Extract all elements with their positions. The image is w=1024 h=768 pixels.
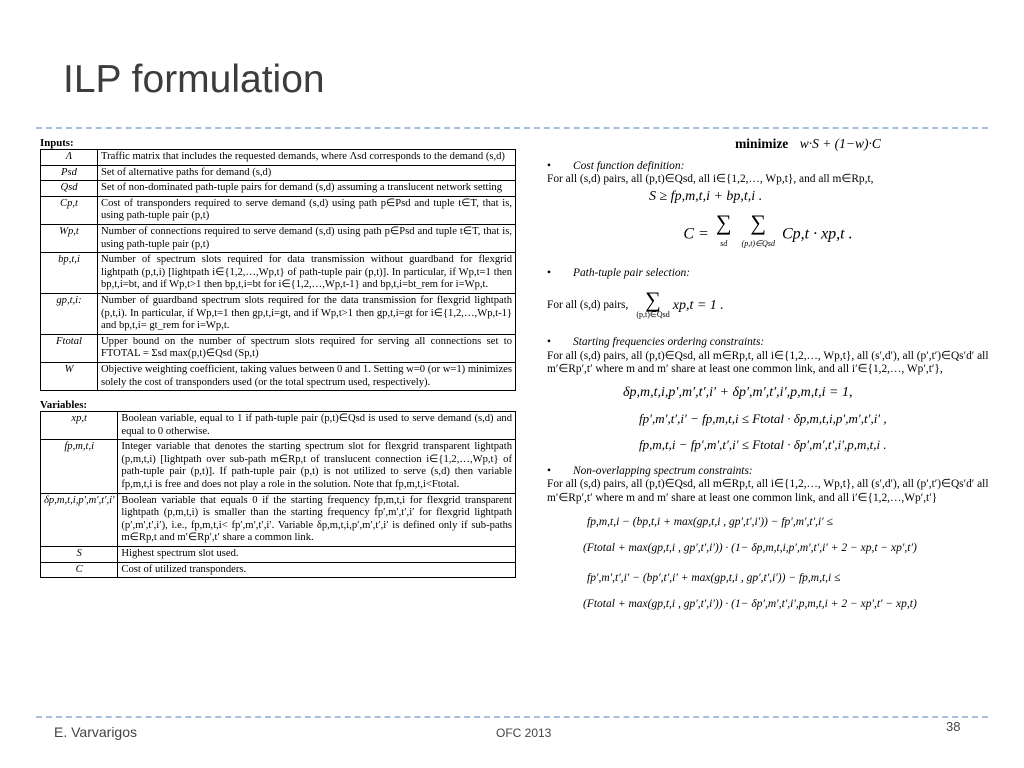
variables-symbol: xp,t [41,412,118,440]
inputs-symbol: Λ [41,150,98,166]
cost-heading: • Cost function definition: [547,160,989,174]
inputs-symbol: Cp,t [41,196,98,224]
inputs-description: Traffic matrix that includes the requested demands, where Λsd corresponds to the demand (s,d) [98,150,516,166]
start-text: For all (s,d) pairs, all (p,t)∈Qsd, all m∈Rp,t, all i∈{1,2,…, Wp,t}, all (s′,d′), all (p′,t′)∈Qs′d′ all m′∈Rp′,t′ where m and m′ share at least one common link, and all i′∈{1,2,…, Wp′,t′}, [547,349,989,376]
variables-description: Cost of utilized transponders. [118,562,516,578]
page-number: 38 [946,719,961,734]
path-eq: For all (s,d) pairs, ∑ (p,t)∈Qsd xp,t = 1 . [547,287,724,320]
footer-conference: OFC 2013 [496,726,552,740]
start-heading: • Starting frequencies ordering constraints: [547,336,989,350]
formulation-panel [547,134,989,614]
variables-row [41,493,516,546]
cost-eq-1: S ≥ fp,m,t,i + bp,t,i . [649,188,763,204]
inputs-row [41,150,516,166]
start-eq-1: δp,m,t,i,p′,m′,t′,i′ + δp′,m′,t′,i′,p,m,t,i = 1, [623,384,853,400]
footer-author: E. Varvarigos [54,724,137,740]
bottom-divider [36,716,988,718]
variables-description: Integer variable that denotes the starting spectrum slot for flexgrid transparent lightpath (p,m,t,i) [lightpath over sub-path m∈Rp,t of translucent connection i∈{1,2,…,Wp,t} of path-tuple pair (p,t)]. If path-tuple pair (p,t) is not utilized to serve (s,d) then variable fp,m,t,i is free and does not play a role in the solution. Note that fp,m,t,i<Ftotal. [118,440,516,493]
objective [627,137,989,151]
definitions-panel [40,137,516,578]
variables-description: Boolean variable, equal to 1 if path-tuple pair (p,t)∈Qsd is used to serve demand (s,d) and equal to 0 otherwise. [118,412,516,440]
inputs-row [41,165,516,181]
variables-row [41,562,516,578]
variables-row [41,412,516,440]
inputs-description: Number of spectrum slots required for data transmission without guardband for flexgrid lightpath (p,t,i) [lightpath i∈{1,2,…,Wp,t} of path-tuple pair (p,t)]. In particular, if Wp,t=1 then bp,t,i=bt, and if Wp,t>1 then bp,t,i=bt for i∈{1,2,…,Wp,t-1} and bp,t,i=bt_rem for i=Wp,t. [98,253,516,294]
variables-symbol: C [41,562,118,578]
overlap-eq-1b: (Ftotal + max(gp,t,i , gp′,t′,i′)) · (1− δp,m,t,i,p′,m′,t′,i′ + 2 − xp,t − xp′,t′) [583,541,917,554]
inputs-row [41,253,516,294]
path-text: For all (s,d) pairs, [547,299,629,312]
inputs-description: Upper bound on the number of spectrum slots required for serving all connections set to FTOTAL = Σsd max(p,t)∈Qsd (Sp,t) [98,334,516,362]
inputs-row [41,224,516,252]
inputs-row [41,334,516,362]
variables-description: Highest spectrum slot used. [118,547,516,563]
overlap-eq-1a: fp,m,t,i − (bp,t,i + max(gp,t,i , gp′,t′,i′)) − fp′,m′,t′,i′ ≤ [587,515,833,528]
variables-label: Variables: [40,399,87,412]
start-eq-3: fp,m,t,i − fp′,m′,t′,i′ ≤ Ftotal · δp′,m′,t′,i′,p,m,t,i . [639,436,887,452]
inputs-description: Objective weighting coefficient, taking values between 0 and 1. Setting w=0 (or w=1) minimizes solely the cost of transponders used (or the total spectrum used, respectively). [98,362,516,390]
inputs-table [40,149,516,391]
inputs-label: Inputs: [40,137,74,149]
inputs-row [41,181,516,197]
objective-expression: w·S + (1−w)·C [799,136,881,151]
top-divider [36,127,988,129]
path-heading: • Path-tuple pair selection: [547,267,989,281]
inputs-symbol: W [41,362,98,390]
variables-row [41,547,516,563]
inputs-symbol: Qsd [41,181,98,197]
objective-keyword: minimize [735,136,789,151]
slide-title: ILP formulation [63,58,325,101]
cost-eq-2: C = ∑ sd ∑ (p,t)∈Qsd Cp,t · xp,t . [683,209,853,248]
variables-symbol: S [41,547,118,563]
inputs-row [41,293,516,334]
overlap-heading: • Non-overlapping spectrum constraints: [547,465,989,479]
inputs-symbol: bp,t,i [41,253,98,294]
inputs-symbol: Wp,t [41,224,98,252]
inputs-description: Set of alternative paths for demand (s,d) [98,165,516,181]
inputs-description: Set of non-dominated path-tuple pairs for demand (s,d) assuming a translucent network setting [98,181,516,197]
inputs-symbol: Psd [41,165,98,181]
overlap-text: For all (s,d) pairs, all (p,t)∈Qsd, all m∈Rp,t, all i∈{1,2,…, Wp,t}, all (s′,d′), all (p′,t′)∈Qs′d′ all m′∈Rp′,t′ where m and m′ share at least one common link, and all i′∈{1,2,…,Wp′,t′} [547,478,989,504]
overlap-eq-2a: fp′,m′,t′,i′ − (bp′,t′,i′ + max(gp,t,i , gp′,t′,i′)) − fp,m,t,i ≤ [587,571,841,584]
variables-table [40,411,516,578]
overlap-eq-2b: (Ftotal + max(gp,t,i , gp′,t′,i′)) · (1− δp′,m′,t′,i′,p,m,t,i + 2 − xp′,t′ − xp,t) [583,597,917,610]
inputs-row [41,196,516,224]
variables-symbol: fp,m,t,i [41,440,118,493]
cost-text: For all (s,d) pairs, all (p,t)∈Qsd, all i∈{1,2,…, Wp,t}, and all m∈Rp,t, [547,173,874,186]
inputs-description: Number of connections required to serve demand (s,d) using path p∈Psd and tuple t∈T, that is, using path-tuple pair (p,t) [98,224,516,252]
inputs-description: Number of guardband spectrum slots required for the data transmission for flexgrid lightpath (p,t,i). In particular, if Wp,t=1 then gp,t,i=gt, and if Wp,t>1 then gp,t,i=gt for i∈{1,2,…,Wp,t-1} and bp,t,i= gt_rem for i=Wp,t. [98,293,516,334]
start-eq-2: fp′,m′,t′,i′ − fp,m,t,i ≤ Ftotal · δp,m,t,i,p′,m′,t′,i′ , [639,410,887,426]
variables-row [41,440,516,493]
inputs-symbol: Ftotal [41,334,98,362]
variables-description: Boolean variable that equals 0 if the starting frequency fp,m,t,i for flexgrid transparent lightpath (p,m,t,i) is smaller than the starting frequency fp′,m′,t′,i′ for flexgrid lightpath (p′,m′,t′,i′), i.e., fp,m,t,i< fp′,m′,t′,i′. Variable δp,m,t,i,p′,m′,t′,i′ is defined only if sub-paths m∈Rp,t and m′∈Rp′,t′ share a common link. [118,493,516,546]
variables-symbol: δp,m,t,i,p′,m′,t′,i′ [41,493,118,546]
inputs-symbol: gp,t,i: [41,293,98,334]
inputs-row [41,362,516,390]
inputs-description: Cost of transponders required to serve demand (s,d) using path p∈Psd and tuple t∈T, that is, using path-tuple pair (p,t) [98,196,516,224]
